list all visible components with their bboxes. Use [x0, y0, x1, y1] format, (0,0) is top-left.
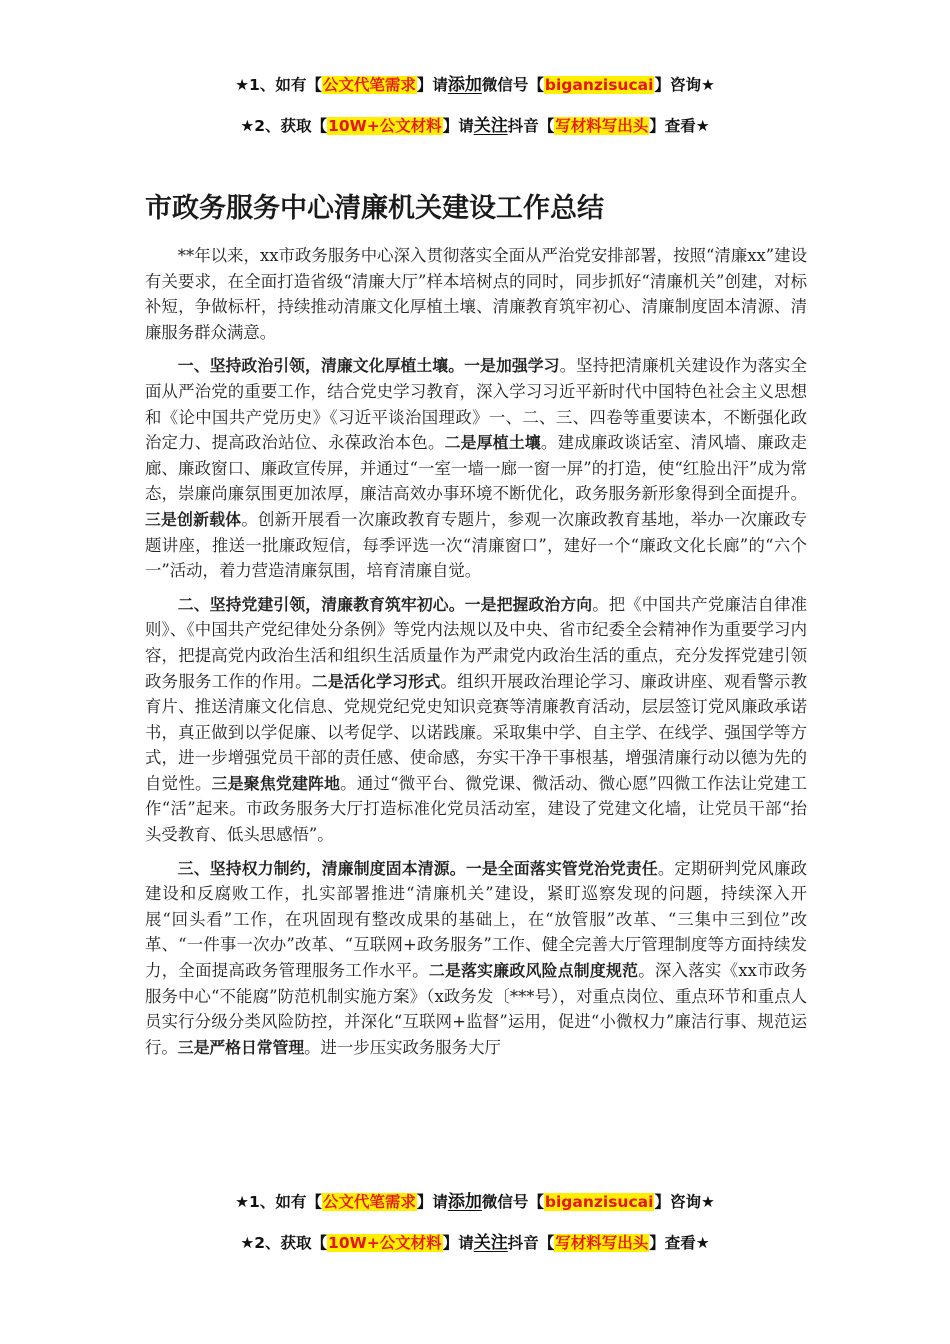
banner-text: ★2、获取【 — [240, 117, 328, 135]
paragraph-text: 。通过“微平台、微党课、微活动、微心愿”四微工作法让党建工作“活”起来。市政务服务大厅打造标准化党员活动室，建设了党建文化墙，让党员干部“抬头受教育、低头思感悟”。 — [145, 773, 807, 845]
section-paragraph — [145, 592, 807, 848]
banner-text: 】请 — [442, 117, 474, 135]
banner-text: ★1、如有【 — [235, 1193, 322, 1211]
wechat-id-highlight: biganzisucai — [544, 76, 654, 94]
subpoint-heading: 一是加强学习 — [464, 356, 560, 376]
paragraph-text: 。建成廉政谈话室、清风墙、廉政走廊、廉政窗口、廉政宣传屏，并通过“一室一墙一廊一窗一屏”的打造，使“红脸出汗”成为常态，崇廉尚廉氛围更加浓厚，廉洁高效办事环境不断优化，政务服务新形象得到全面提升。 — [145, 433, 807, 504]
banner-text: ★1、如有【 — [235, 76, 322, 94]
document-title: 市政务服务中心清廉机关建设工作总结 — [145, 193, 604, 224]
paragraph-text: 。把《中国共产党廉洁自律准则》、《中国共产党纪律处分条例》等党内法规以及中央、省市纪委全会精神作为重要学习内容，把提高党内政治生活和组织生活质量作为严肃党内政治生活的重点，充分发挥党建引领政务服务工作的作用。 — [145, 594, 807, 691]
subpoint-heading: 二是落实廉政风险点制度规范 — [428, 961, 639, 981]
paragraph-text: 。进一步压实政务服务大厅 — [304, 1037, 501, 1057]
subpoint-heading: 二是活化学习形式 — [311, 671, 441, 691]
douyin-id-highlight: 写材料写出头 — [555, 1234, 649, 1252]
bottom-banner-line-2 — [0, 1228, 950, 1253]
banner-text: 】咨询★ — [654, 1193, 715, 1211]
subpoint-heading: 一是把握政治方向 — [464, 594, 593, 614]
subpoint-heading: 三是创新载体 — [145, 509, 242, 529]
section-heading: 一、坚持政治引领，清廉文化厚植土壤。 — [177, 356, 465, 376]
wechat-id-highlight: biganzisucai — [544, 1193, 654, 1211]
banner-text: 】咨询★ — [654, 76, 715, 94]
banner-underline: 关注 — [473, 116, 508, 136]
intro-paragraph: **年以来，xx市政务服务中心深入贯彻落实全面从严治党安排部署，按照“清廉xx”建设有关要求，在全面打造省级“清廉大厅”样本培树点的同时，同步抓好“清廉机关”创建，对标补短，争做标杆，持续推动清廉文化厚植土壤、清廉教育筑牢初心、清廉制度固本清源、清廉服务群众满意。 — [145, 246, 807, 342]
subpoint-heading: 二是厚植土壤 — [444, 433, 541, 453]
bottom-banner-line-1 — [0, 1187, 950, 1212]
paragraph-text: 。深入落实《xx市政务服务中心“不能腐”防范机制实施方案》（x政务发〔***号），对重点岗位、重点环节和重点人员实行分级分类风险防控，并深化“互联网+监督”运用，促进“小微权力”廉洁行事、规范运行。 — [145, 961, 807, 1057]
banner-text: 】请 — [416, 76, 448, 94]
banner-text: 】查看★ — [649, 1234, 710, 1252]
document-body — [145, 243, 807, 1068]
paragraph-text: 。组织开展政治理论学习、廉政讲座、观看警示教育片、推送清廉文化信息、党规党纪党史知识竞赛等清廉教育活动，层层签订党风廉政承诺书，真正做到以学促廉、以考促学、以诺践廉。采取集中学、自主学、在线学、强国学等方式，进一步增强党员干部的责任感、使命感，夯实干净干事根基，增强清廉行动以德为先的自觉性。 — [145, 671, 807, 793]
banner-highlight: 公文代笔需求 — [322, 1193, 416, 1211]
subpoint-heading: 三是聚焦党建阵地 — [211, 773, 341, 793]
paragraph-text: 。坚持把清廉机关建设作为落实全面从严治党的重要工作，结合党史学习教育，深入学习习近平新时代中国特色社会主义思想和《论中国共产党历史》《习近平谈治国理政》一、二、三、四卷等重要读本，不断强化政治定力、提高政治站位、永葆政治本色。 — [145, 356, 807, 453]
banner-text: 抖音【 — [507, 1234, 555, 1252]
subpoint-heading: 三是严格日常管理 — [177, 1037, 305, 1057]
banner-text: 抖音【 — [507, 117, 555, 135]
banner-highlight: 10W+公文材料 — [328, 1234, 442, 1252]
banner-highlight: 公文代笔需求 — [322, 76, 416, 94]
banner-underline: 添加 — [447, 75, 482, 95]
section-paragraph — [145, 353, 807, 583]
banner-underline: 关注 — [473, 1233, 508, 1253]
top-banner-line-2 — [0, 111, 950, 136]
banner-underline: 添加 — [447, 1192, 482, 1212]
banner-text: 微信号【 — [481, 76, 544, 94]
subpoint-heading: 一是全面落实管党治党责任 — [465, 858, 658, 878]
section-paragraph — [145, 856, 807, 1061]
paragraph-text: 。定期研判党风廉政建设和反腐败工作，扎实部署推进“清廉机关”建设，紧盯巡察发现的问题，持续深入开展“回头看”工作，在巩固现有整改成果的基础上，在“放管服”改革、“三集中三到位”改革、“一件事一次办”改革、“互联网+政务服务”工作、健全完善大厅管理制度等方面持续发力，全面提高政务管理服务工作水平。 — [145, 858, 807, 981]
banner-text: 】请 — [416, 1193, 448, 1211]
banner-text: 微信号【 — [481, 1193, 544, 1211]
douyin-id-highlight: 写材料写出头 — [555, 117, 649, 135]
paragraph-text: 。创新开展看一次廉政教育专题片，参观一次廉政教育基地，举办一次廉政专题讲座，推送一批廉政短信，每季评选一次“清廉窗口”，建好一个“廉政文化长廊”的“六个一”活动，着力营造清廉氛围，培育清廉自觉。 — [145, 509, 807, 581]
banner-text: ★2、获取【 — [240, 1234, 328, 1252]
top-banner-line-1 — [0, 70, 950, 95]
banner-highlight: 10W+公文材料 — [328, 117, 442, 135]
banner-text: 】查看★ — [649, 117, 710, 135]
section-heading: 二、坚持党建引领，清廉教育筑牢初心。 — [177, 594, 465, 614]
banner-text: 】请 — [442, 1234, 474, 1252]
section-heading: 三、坚持权力制约，清廉制度固本清源。 — [177, 858, 466, 878]
